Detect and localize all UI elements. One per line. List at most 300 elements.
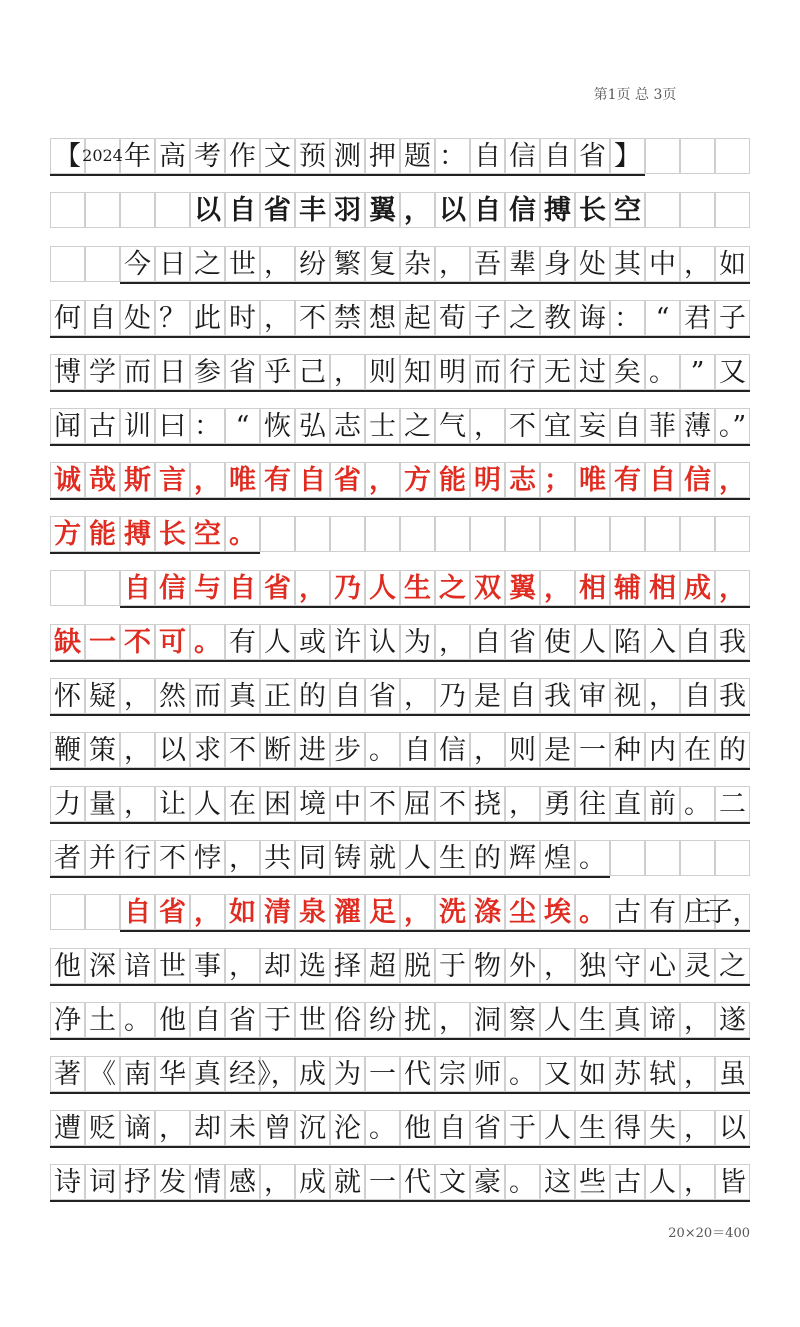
grid-char [680, 192, 715, 228]
grid-char: 遂 [719, 1004, 746, 1036]
grid-char: 时 [229, 302, 256, 334]
grid-char: 涤 [474, 896, 501, 928]
grid-char: 省 [264, 194, 291, 226]
grid-char: 沦 [334, 1112, 361, 1144]
grid-char: ， [369, 464, 396, 496]
grid-row [50, 1092, 750, 1146]
grid-char: 不 [124, 626, 151, 658]
grid-char: 哉 [89, 464, 116, 496]
grid-char: 却 [264, 950, 291, 982]
grid-char: 恢 [264, 410, 291, 442]
grid-char: 自 [509, 680, 536, 712]
grid-char: 未 [229, 1112, 256, 1144]
grid-char [610, 516, 645, 552]
grid-char: 华 [159, 1058, 186, 1090]
grid-char: 复 [369, 248, 396, 280]
grid-char [50, 894, 85, 930]
grid-char: 守 [614, 950, 641, 982]
grid-char: 自 [439, 1112, 466, 1144]
grid-char: ， [684, 248, 711, 280]
grid-char: 宗 [439, 1058, 466, 1090]
grid-char: 心 [649, 950, 676, 982]
grid-char: 苏 [614, 1058, 641, 1090]
grid-char: 博 [54, 356, 81, 388]
grid-char [645, 840, 680, 876]
grid-char: 进 [299, 734, 326, 766]
grid-char: 沉 [299, 1112, 326, 1144]
grid-char: ， [194, 896, 221, 928]
grid-char: 闻 [54, 410, 81, 442]
grid-char: 世 [159, 950, 186, 982]
grid-char: 就 [334, 1166, 361, 1198]
grid-char: 有 [649, 896, 676, 928]
grid-char: 考 [194, 140, 221, 172]
grid-char: 训 [124, 410, 151, 442]
grid-char: 一 [579, 734, 606, 766]
grid-char: 外 [509, 950, 536, 982]
grid-row [50, 930, 750, 984]
grid-char: 诗 [54, 1166, 81, 1198]
grid-char: ， [474, 734, 501, 766]
grid-char: ， [404, 194, 431, 226]
grid-char: 宜 [544, 410, 571, 442]
grid-char: 不 [159, 842, 186, 874]
grid-char: 薄 [684, 410, 711, 442]
grid-char: 审 [579, 680, 606, 712]
grid-char: 信 [509, 140, 536, 172]
grid-char: 而 [194, 680, 221, 712]
grid-char: ， [404, 680, 431, 712]
grid-char: 庄 [684, 896, 711, 928]
grid-row [50, 444, 750, 498]
grid-char: 】 [614, 140, 641, 172]
grid-char [715, 192, 750, 228]
grid-char: ， [474, 410, 501, 442]
grid-char: 人 [264, 626, 291, 658]
grid-char: 以 [439, 194, 466, 226]
grid-char: 日 [159, 356, 186, 388]
grid-char: 言 [159, 464, 186, 496]
grid-char: 自 [474, 626, 501, 658]
grid-char: 一 [369, 1058, 396, 1090]
grid-char: 使 [544, 626, 571, 658]
grid-char [505, 516, 540, 552]
grid-char: 些 [579, 1166, 606, 1198]
grid-char: 失 [649, 1112, 676, 1144]
grid-char: 。 [229, 518, 256, 550]
grid-char [120, 192, 155, 228]
grid-char: 羽 [334, 194, 361, 226]
grid-char: 乃 [334, 572, 361, 604]
grid-char: 铸 [334, 842, 361, 874]
grid-char: 自 [229, 572, 256, 604]
grid-char: ， [439, 248, 466, 280]
grid-char: 于 [509, 1112, 536, 1144]
grid-char: 词 [89, 1166, 116, 1198]
grid-char: 之 [194, 248, 221, 280]
grid-char: 唯 [579, 464, 606, 496]
grid-char: 成 [299, 1166, 326, 1198]
grid-char: 行 [124, 842, 151, 874]
grid-char: ， [159, 1112, 186, 1144]
grid-char: 缺 [54, 626, 81, 658]
grid-char [85, 192, 120, 228]
grid-char: 。” [718, 410, 747, 442]
grid-char: 内 [649, 734, 676, 766]
grid-char: 又 [544, 1058, 571, 1090]
grid-char: 就 [369, 842, 396, 874]
grid-char: 双 [474, 572, 501, 604]
grid-char: 脱 [404, 950, 431, 982]
grid-char: 发 [159, 1166, 186, 1198]
grid-char [85, 570, 120, 606]
grid-char: 感 [229, 1166, 256, 1198]
grid-char [295, 516, 330, 552]
grid-char: 辈 [509, 248, 536, 280]
grid-char [260, 516, 295, 552]
grid-char: 自 [299, 464, 326, 496]
grid-char: 入 [649, 626, 676, 658]
grid-char: 杂 [404, 248, 431, 280]
grid-char: 己 [299, 356, 326, 388]
grid-char: 以 [719, 1112, 746, 1144]
grid-char: 曰 [159, 410, 186, 442]
grid-char: 自 [474, 140, 501, 172]
grid-char: 直 [614, 788, 641, 820]
grid-row [50, 984, 750, 1038]
grid-char: 真 [614, 1004, 641, 1036]
grid-char: 却 [194, 1112, 221, 1144]
grid-char: 许 [334, 626, 361, 658]
grid-char: 空 [194, 518, 221, 550]
grid-char: ， [544, 572, 571, 604]
grid-char: 而 [124, 356, 151, 388]
grid-char: 谛 [649, 1004, 676, 1036]
grid-char: 明 [474, 464, 501, 496]
grid-char: 我 [719, 680, 746, 712]
grid-char: 是 [474, 680, 501, 712]
grid-char: 屈 [404, 788, 431, 820]
grid-char: 乃 [439, 680, 466, 712]
grid-char [85, 246, 120, 282]
grid-char: 则 [509, 734, 536, 766]
grid-char: 起 [404, 302, 431, 334]
grid-char: 物 [474, 950, 501, 982]
grid-char: ， [649, 680, 676, 712]
grid-char: 如 [229, 896, 256, 928]
grid-char [645, 516, 680, 552]
grid-char: 如 [579, 1058, 606, 1090]
grid-char [645, 192, 680, 228]
grid-row [50, 606, 750, 660]
grid-char: 之 [509, 302, 536, 334]
grid-char: 高 [159, 140, 186, 172]
grid-char: 禁 [334, 302, 361, 334]
grid-char: 抒 [124, 1166, 151, 1198]
grid-char: 一 [369, 1166, 396, 1198]
grid-char: 事 [194, 950, 221, 982]
grid-char: 信 [684, 464, 711, 496]
grid-char: 省 [264, 572, 291, 604]
grid-char: 古 [614, 896, 641, 928]
grid-char: 中 [334, 788, 361, 820]
grid-char: ？ [159, 302, 186, 334]
grid-char: ， [124, 680, 151, 712]
grid-char: 真 [194, 1058, 221, 1090]
grid-char: 之 [719, 950, 746, 982]
grid-char: 有 [264, 464, 291, 496]
grid-char: 于 [439, 950, 466, 982]
grid-char: 人 [579, 626, 606, 658]
grid-char: 参 [194, 356, 221, 388]
grid-char: 步 [334, 734, 361, 766]
grid-row [50, 228, 750, 282]
grid-char: 》， [257, 1058, 298, 1090]
grid-char: 诲 [579, 302, 606, 334]
grid-char: 自 [684, 680, 711, 712]
grid-char: 世 [229, 248, 256, 280]
grid-char: 让 [159, 788, 186, 820]
grid-char: 省 [159, 896, 186, 928]
grid-char: 不 [229, 734, 256, 766]
grid-char: 以 [159, 734, 186, 766]
grid-char: 可 [159, 626, 186, 658]
grid-char: 翼 [509, 572, 536, 604]
grid-char: 轼 [649, 1058, 676, 1090]
grid-char: 泉 [299, 896, 326, 928]
grid-char: 。 [579, 896, 606, 928]
grid-char: 著 [54, 1058, 81, 1090]
grid-char: 是 [544, 734, 571, 766]
grid-char: 清 [264, 896, 291, 928]
grid-char: 。 [579, 842, 606, 874]
grid-char: 处 [579, 248, 606, 280]
grid-char: 子 [474, 302, 501, 334]
grid-char: ， [299, 572, 326, 604]
grid-row [50, 120, 750, 174]
grid-char: 选 [299, 950, 326, 982]
grid-char: 。 [649, 356, 676, 388]
word-count: 20×20＝400 [668, 1226, 750, 1241]
grid-char [575, 516, 610, 552]
grid-char: 之 [404, 410, 431, 442]
grid-char: 。 [124, 1004, 151, 1036]
grid-char: 【 [54, 140, 81, 172]
grid-char: 知 [404, 356, 431, 388]
grid-char: 经 [229, 1058, 256, 1090]
grid-char: 他 [404, 1112, 431, 1144]
grid-char: 人 [649, 1166, 676, 1198]
grid-char: “ [655, 302, 670, 334]
grid-char: 妄 [579, 410, 606, 442]
grid-row [50, 552, 750, 606]
grid-char: 种 [614, 734, 641, 766]
grid-char [470, 516, 505, 552]
grid-char: 方 [404, 464, 431, 496]
grid-char: 一 [89, 626, 116, 658]
grid-char: 皆 [719, 1166, 746, 1198]
grid-char: 信 [439, 734, 466, 766]
grid-char: 量 [89, 788, 116, 820]
grid-char: 前 [649, 788, 676, 820]
grid-char: 唯 [229, 464, 256, 496]
grid-char: 预 [299, 140, 326, 172]
grid-char: 人 [369, 572, 396, 604]
grid-char: 深 [89, 950, 116, 982]
grid-char: 二 [719, 788, 746, 820]
grid-char: 谪 [124, 1112, 151, 1144]
grid-char: ” [690, 356, 705, 388]
grid-row [50, 174, 750, 228]
page-number: 第1页 总 3页 [593, 87, 677, 103]
grid-char: 士 [369, 410, 396, 442]
grid-char: 的 [719, 734, 746, 766]
grid-char: 独 [579, 950, 606, 982]
grid-char: 求 [194, 734, 221, 766]
grid-char: 想 [369, 302, 396, 334]
grid-char: 则 [369, 356, 396, 388]
grid-char: 遭 [54, 1112, 81, 1144]
grid-char: 行 [509, 356, 536, 388]
grid-char: 辉 [509, 842, 536, 874]
grid-char: 身 [544, 248, 571, 280]
grid-row [50, 1038, 750, 1092]
grid-char: ， [684, 1112, 711, 1144]
grid-char: 人 [194, 788, 221, 820]
grid-char [400, 516, 435, 552]
grid-char: 能 [439, 464, 466, 496]
grid-char: 自 [124, 572, 151, 604]
grid-char: 志 [509, 464, 536, 496]
grid-char: 古 [89, 410, 116, 442]
grid-char: 乎 [264, 356, 291, 388]
grid-char: 搏 [544, 194, 571, 226]
grid-char: 策 [89, 734, 116, 766]
grid-char: 荀 [439, 302, 466, 334]
grid-char: ： [614, 302, 641, 334]
grid-char: 自 [229, 194, 256, 226]
grid-char: 豪 [474, 1166, 501, 1198]
grid-char: 纷 [369, 1004, 396, 1036]
grid-char: 怀 [54, 680, 81, 712]
grid-char: 过 [579, 356, 606, 388]
grid-row [50, 282, 750, 336]
grid-char: ， [264, 248, 291, 280]
grid-char: 诚 [54, 464, 81, 496]
grid-char: 此 [194, 302, 221, 334]
grid-char: 。 [509, 1166, 536, 1198]
grid-char [435, 516, 470, 552]
grid-char: 省 [369, 680, 396, 712]
grid-char: 省 [579, 140, 606, 172]
grid-char: 吾 [474, 248, 501, 280]
grid-char: ， [439, 626, 466, 658]
grid-char: ， [684, 1004, 711, 1036]
grid-char: 足 [369, 896, 396, 928]
grid-char: 自 [334, 680, 361, 712]
grid-char: 尘 [509, 896, 536, 928]
grid-char: 在 [684, 734, 711, 766]
grid-char: 省 [474, 1112, 501, 1144]
grid-char: 自 [89, 302, 116, 334]
grid-char: 。 [369, 734, 396, 766]
grid-char: 斯 [124, 464, 151, 496]
grid-char: 何 [54, 302, 81, 334]
grid-char: 文 [264, 140, 291, 172]
grid-char: 中 [649, 248, 676, 280]
grid-char: 不 [369, 788, 396, 820]
grid-char: 或 [299, 626, 326, 658]
grid-char: 真 [229, 680, 256, 712]
grid-char: 共 [264, 842, 291, 874]
grid-row [50, 714, 750, 768]
grid-char: ， [509, 788, 536, 820]
grid-char: 不 [299, 302, 326, 334]
grid-char: 有 [229, 626, 256, 658]
grid-char: 陷 [614, 626, 641, 658]
grid-char [715, 840, 750, 876]
grid-char: 如 [719, 248, 746, 280]
grid-char: 这 [544, 1166, 571, 1198]
grid-char: 然 [159, 680, 186, 712]
grid-char: 的 [299, 680, 326, 712]
grid-char: 之 [439, 572, 466, 604]
grid-char: ： [439, 140, 466, 172]
grid-char: 挠 [474, 788, 501, 820]
grid-char [715, 516, 750, 552]
essay-grid [50, 120, 760, 1200]
grid-char: 南 [124, 1058, 151, 1090]
grid-char: 能 [89, 518, 116, 550]
grid-char: 长 [159, 518, 186, 550]
grid-char: 鞭 [54, 734, 81, 766]
grid-char [645, 138, 680, 174]
grid-char: 生 [579, 1112, 606, 1144]
grid-char: 往 [579, 788, 606, 820]
grid-char: ， [439, 1004, 466, 1036]
grid-char: 辅 [614, 572, 641, 604]
grid-char: ， [229, 950, 256, 982]
grid-char: 省 [334, 464, 361, 496]
grid-char: 。 [684, 788, 711, 820]
grid-char: 不 [439, 788, 466, 820]
grid-char: 的 [474, 842, 501, 874]
grid-char: 虽 [719, 1058, 746, 1090]
grid-char: 境 [299, 788, 326, 820]
grid-char: 曾 [264, 1112, 291, 1144]
grid-row [50, 660, 750, 714]
grid-char [330, 516, 365, 552]
grid-char: 自 [404, 734, 431, 766]
grid-char: 世 [299, 1004, 326, 1036]
grid-char: 。 [509, 1058, 536, 1090]
grid-char: 处 [124, 302, 151, 334]
grid-char: 无 [544, 356, 571, 388]
grid-char: 同 [299, 842, 326, 874]
grid-char: 成 [684, 572, 711, 604]
grid-char: ， [264, 1166, 291, 1198]
grid-row [50, 390, 750, 444]
grid-char: 他 [159, 1004, 186, 1036]
grid-char: 省 [509, 626, 536, 658]
grid-char: 择 [334, 950, 361, 982]
grid-char: 我 [544, 680, 571, 712]
grid-char [85, 894, 120, 930]
grid-char: 不 [509, 410, 536, 442]
grid-char: ： [194, 410, 221, 442]
grid-char: 而 [474, 356, 501, 388]
grid-char: 自 [649, 464, 676, 496]
